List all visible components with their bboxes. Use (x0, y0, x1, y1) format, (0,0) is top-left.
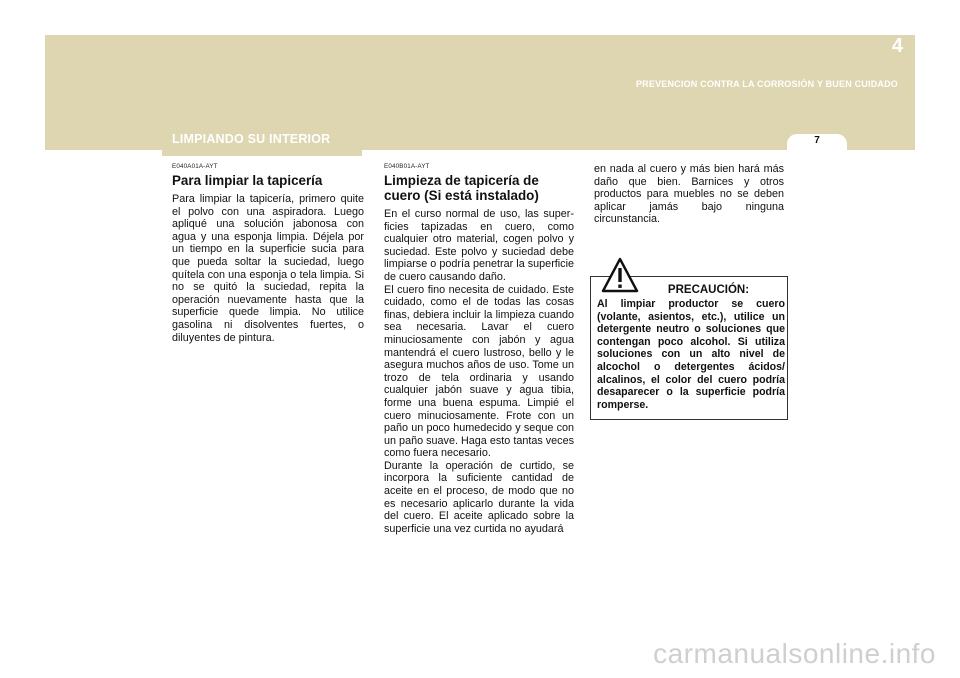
caution-text: Al limpiar productor se cuero (volante, asientos, etc.), utilice un detergente neutro o soluciones que contengan poco alcohol. Si utiliza soluciones con un alto nivel de alcochol o detergentes ácidos/ alcalinos, el color del cuero podría desaparecer o la superficie podría romperse. (597, 298, 785, 411)
body-text-2: El cuero fino necesita de cuidado. Este cuidado, como el de todas las cosas finas, debiera incluir la limpieza cuando sea necesaria. Lavar el cuero minuciosamente con jabón y agua mantendrá el cuero lustroso, bello y le asegura muchos años de uso. Tome un trozo de tela ordinaria y usando cualquier jabón suave y agua tibia, forme una buena espuma. Limpié el cuero minuciosamente. Frote con un paño un poco humedecido y seque con un paño suave. Haga esto tantas veces como fuera necesario. (384, 283, 574, 460)
section-code: E040B01A-AYT (384, 163, 430, 170)
caution-box (590, 276, 788, 420)
section-heading: Para limpiar la tapicería (172, 173, 323, 188)
column-upholstery (172, 163, 364, 344)
body-text: en nada al cuero y más bien hará más daño que bien. Barnices y otros productos para muebles no se deben aplicar jamás bajo ninguna circunstancia. (594, 163, 784, 226)
body-text-1: En el curso normal de uso, las super-ficies tapizadas en cuero, como cualquier otro material, cogen polvo y suciedad. Este polvo y suciedad debe limpiarse o podría penetrar la superficie de cuero causando daño. (384, 208, 574, 283)
warning-triangle-icon (601, 257, 639, 293)
body-text-3: Durante la operación de curtido, se incorpora la suficiente cantidad de aceite en el proceso, de modo que no es necesario aplicarlo durante la vida del cuero. El aceite aplicado sobre la superficie una vez curtida no ayudará (384, 459, 574, 535)
column-leather (384, 163, 574, 535)
section-code: E040A01A-AYT (172, 163, 218, 170)
page-number: 7 (814, 135, 820, 146)
section-title: LIMPIANDO SU INTERIOR (172, 132, 331, 146)
body-text: Para limpiar la tapicería, primero quite el polvo con una aspiradora. Luego apliqué una solución jabonosa con agua y una esponja limpia. Déjela por un tiempo en la superficie sucia para que pueda soltar la suciedad, luego quítela con una esponja o tela limpia. Si no se quitó la suciedad, repita la operación nuevamente hasta que la superficie quede limpia. No utilice gasolina ni disolventes fuertes, o diluyentes de pintura. (172, 193, 364, 344)
section-heading: Limpieza de tapicería de cuero (Si está instalado) (384, 173, 539, 203)
chapter-title: PREVENCION CONTRA LA CORROSIÓN Y BUEN CUIDADO (635, 79, 898, 89)
chapter-number: 4 (891, 35, 903, 57)
column-continued (594, 163, 784, 226)
watermark: carmanualsonline.info (653, 638, 936, 669)
caution-title: PRECAUCIÓN: (667, 284, 750, 296)
